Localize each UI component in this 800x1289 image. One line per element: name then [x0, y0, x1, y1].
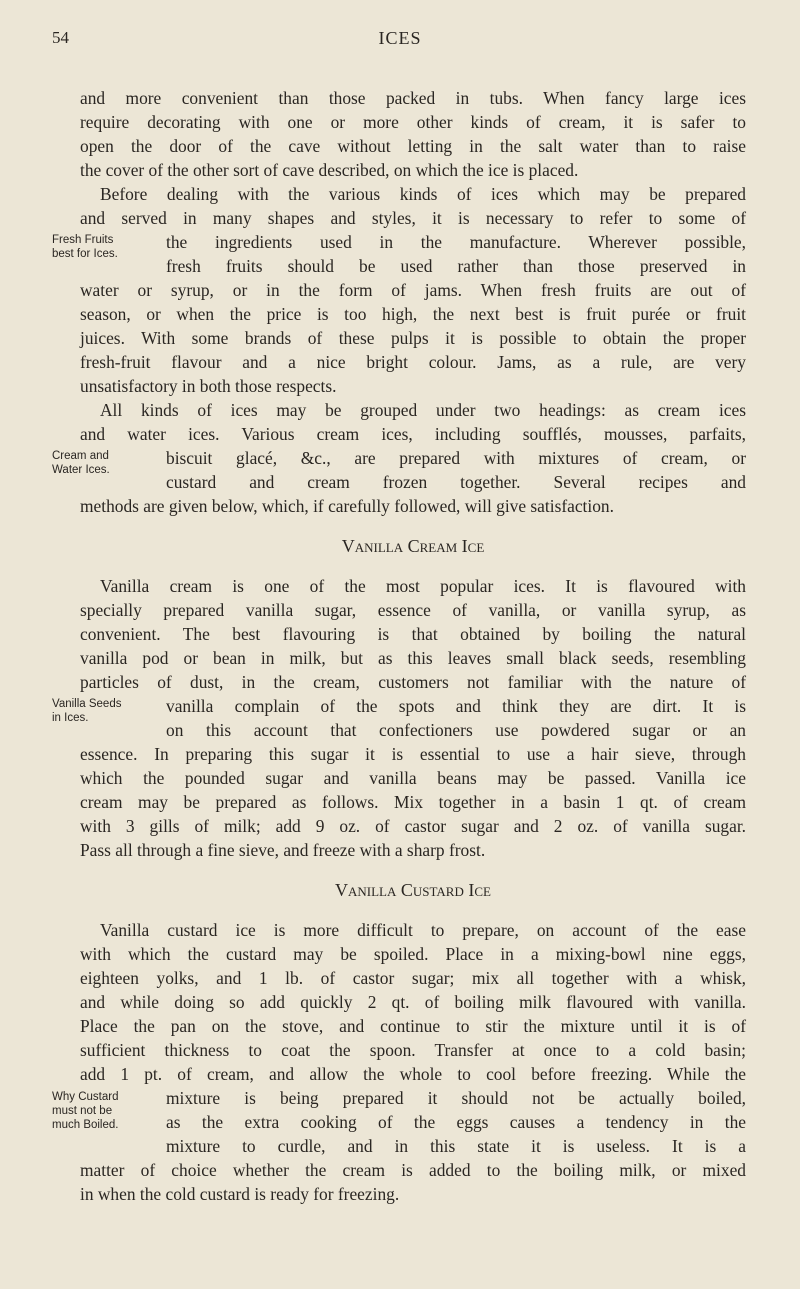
text-line: particles of dust, in the cream, customers not familiar with the nature of	[80, 672, 746, 692]
text-line: the ingredients used in the manufacture. Wherever possible,	[166, 232, 746, 252]
text-line: biscuit glacé, &c., are prepared with mixtures of cream, or	[166, 448, 746, 468]
text-line: open the door of the cave without letting in the salt water than to raise	[80, 136, 746, 156]
text-line: custard and cream frozen together. Several recipes and	[166, 472, 746, 492]
text-line: eighteen yolks, and 1 lb. of castor sugar; mix all together with a whisk,	[80, 968, 746, 988]
text-line: with which the custard may be spoiled. Place in a mixing-bowl nine eggs,	[80, 944, 746, 964]
text-line: methods are given below, which, if carefully followed, will give satisfaction.	[80, 496, 614, 516]
text-line: require decorating with one or more other kinds of cream, it is safer to	[80, 112, 746, 132]
side-note: Vanilla Seeds in Ices.	[52, 698, 122, 724]
text-line: add 1 pt. of cream, and allow the whole to cool before freezing. While the	[80, 1064, 746, 1084]
text-line: Pass all through a fine sieve, and freeze with a sharp frost.	[80, 840, 486, 860]
text-line: the cover of the other sort of cave described, on which the ice is placed.	[80, 160, 579, 180]
text-line: essence. In preparing this sugar it is essential to use a hair sieve, through	[80, 744, 746, 764]
section-heading: Vanilla Custard Ice	[335, 880, 491, 900]
text-line: water or syrup, or in the form of jams. When fresh fruits are out of	[80, 280, 746, 300]
text-line: specially prepared vanilla sugar, essence of vanilla, or vanilla syrup, as	[80, 600, 746, 620]
running-title: ICES	[378, 28, 422, 48]
text-line: convenient. The best flavouring is that obtained by boiling the natural	[80, 624, 746, 644]
text-line: and more convenient than those packed in tubs. When fancy large ices	[80, 88, 746, 108]
section-heading: Vanilla Cream Ice	[341, 536, 485, 556]
text-line: sufficient thickness to coat the spoon. Transfer at once to a cold basin;	[80, 1040, 746, 1060]
text-line: Vanilla custard ice is more difficult to prepare, on account of the ease	[100, 920, 746, 940]
text-line: and while doing so add quickly 2 qt. of boiling milk flavoured with vanilla.	[80, 992, 746, 1012]
text-line: which the pounded sugar and vanilla beans may be passed. Vanilla ice	[80, 768, 746, 788]
text-line: mixture is being prepared it should not be actually boiled,	[166, 1088, 746, 1108]
side-note: Fresh Fruits best for Ices.	[52, 234, 118, 260]
text-line: on this account that confectioners use powdered sugar or an	[166, 720, 746, 740]
text-line: matter of choice whether the cream is added to the boiling milk, or mixed	[80, 1160, 746, 1180]
text-line: unsatisfactory in both those respects.	[80, 376, 337, 396]
text-line: vanilla pod or bean in milk, but as this leaves small black seeds, resembling	[80, 648, 746, 668]
text-line: fresh fruits should be used rather than those preserved in	[166, 256, 746, 276]
text-line: as the extra cooking of the eggs causes a tendency in the	[166, 1112, 746, 1132]
text-line: season, or when the price is too high, the next best is fruit purée or fruit	[80, 304, 746, 324]
side-note: Cream and Water Ices.	[52, 450, 110, 476]
text-line: All kinds of ices may be grouped under two headings: as cream ices	[100, 400, 746, 420]
text-line: with 3 gills of milk; add 9 oz. of castor sugar and 2 oz. of vanilla sugar.	[80, 816, 746, 836]
text-line: mixture to curdle, and in this state it is useless. It is a	[166, 1136, 746, 1156]
text-line: cream may be prepared as follows. Mix together in a basin 1 qt. of cream	[80, 792, 746, 812]
text-line: fresh-fruit flavour and a nice bright colour. Jams, as a rule, are very	[80, 352, 746, 372]
text-line: and served in many shapes and styles, it is necessary to refer to some of	[80, 208, 746, 228]
text-line: and water ices. Various cream ices, including soufflés, mousses, parfaits,	[80, 424, 746, 444]
text-line: Place the pan on the stove, and continue to stir the mixture until it is of	[80, 1016, 746, 1036]
text-line: vanilla complain of the spots and think they are dirt. It is	[166, 696, 746, 716]
page-number: 54	[52, 28, 69, 47]
text-line: Before dealing with the various kinds of ices which may be prepared	[100, 184, 746, 204]
side-note: Why Custard must not be much Boiled.	[52, 1091, 119, 1131]
text-line: Vanilla cream is one of the most popular ices. It is flavoured with	[100, 576, 746, 596]
text-line: in when the cold custard is ready for freezing.	[80, 1184, 400, 1204]
text-line: juices. With some brands of these pulps it is possible to obtain the proper	[80, 328, 746, 348]
